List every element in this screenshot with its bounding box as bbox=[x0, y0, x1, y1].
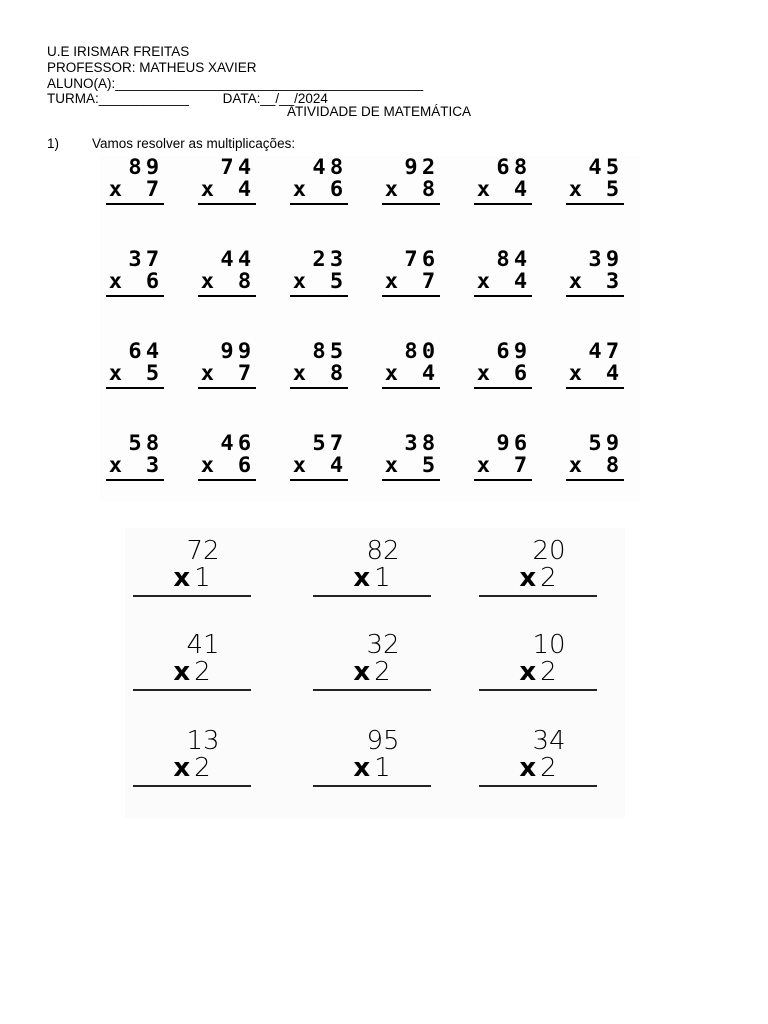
answer-line bbox=[382, 295, 440, 297]
multiplicand: 47 bbox=[588, 339, 624, 363]
multiplicand: 44 bbox=[220, 247, 256, 271]
multiplicand: 76 bbox=[404, 247, 440, 271]
problem-card bbox=[382, 432, 440, 481]
times-sign: x bbox=[519, 657, 537, 687]
multiplier-row bbox=[105, 362, 166, 384]
problem-card bbox=[479, 538, 597, 597]
multiplicand: 84 bbox=[496, 247, 532, 271]
answer-line bbox=[382, 479, 440, 481]
times-sign: x bbox=[108, 361, 127, 385]
answer-line bbox=[133, 689, 251, 691]
multiplicand: 96 bbox=[496, 431, 532, 455]
multiplier-row bbox=[473, 178, 534, 200]
multiplier-row bbox=[313, 754, 431, 782]
times-sign: x bbox=[384, 453, 403, 477]
problem-card bbox=[133, 728, 251, 787]
multiplier: 2 bbox=[374, 657, 391, 687]
problem-card bbox=[566, 248, 624, 297]
multiplicand: 92 bbox=[404, 155, 440, 179]
multiplier-row bbox=[313, 564, 431, 592]
answer-line bbox=[290, 203, 348, 205]
times-sign: x bbox=[476, 361, 495, 385]
multiplier: 4 bbox=[513, 269, 532, 293]
times-sign: x bbox=[108, 269, 127, 293]
times-sign: x bbox=[384, 361, 403, 385]
multiplicand: 68 bbox=[496, 155, 532, 179]
answer-line bbox=[290, 479, 348, 481]
answer-line bbox=[198, 387, 256, 389]
multiplier-row bbox=[289, 178, 350, 200]
problem-card bbox=[382, 340, 440, 389]
multiplicand: 10 bbox=[532, 630, 566, 660]
answer-line bbox=[313, 785, 431, 787]
problem-card bbox=[133, 632, 251, 691]
multiplicand: 48 bbox=[312, 155, 348, 179]
multiplier: 8 bbox=[237, 269, 256, 293]
multiplier: 6 bbox=[329, 177, 348, 201]
times-sign: x bbox=[292, 361, 311, 385]
problem-card bbox=[106, 340, 164, 389]
multiplier-row bbox=[565, 454, 626, 476]
problem-card bbox=[566, 156, 624, 205]
answer-line bbox=[382, 387, 440, 389]
answer-line bbox=[198, 479, 256, 481]
multiplicand: 89 bbox=[128, 155, 164, 179]
answer-line bbox=[133, 595, 251, 597]
problem-card bbox=[313, 538, 431, 597]
multiplicand: 38 bbox=[404, 431, 440, 455]
multiplier-row bbox=[105, 454, 166, 476]
multiplier: 4 bbox=[329, 453, 348, 477]
multiplicand: 23 bbox=[312, 247, 348, 271]
times-sign: x bbox=[568, 177, 587, 201]
student-field: ALUNO(A):_________________________________________ bbox=[47, 76, 424, 91]
multiplier-row bbox=[105, 178, 166, 200]
multiplier: 1 bbox=[194, 563, 211, 593]
answer-line bbox=[133, 785, 251, 787]
multiplier: 2 bbox=[194, 657, 211, 687]
answer-line bbox=[566, 479, 624, 481]
times-sign: x bbox=[353, 657, 371, 687]
class-date-field: TURMA:____________ DATA:__/__/2024 bbox=[47, 91, 328, 106]
multiplier: 7 bbox=[145, 177, 164, 201]
problem-card bbox=[290, 156, 348, 205]
multiplier-row bbox=[381, 270, 442, 292]
times-sign: x bbox=[476, 269, 495, 293]
multiplicand: 46 bbox=[220, 431, 256, 455]
answer-line bbox=[474, 203, 532, 205]
multiplier-row bbox=[289, 270, 350, 292]
answer-line bbox=[106, 479, 164, 481]
problem-card bbox=[313, 632, 431, 691]
multiplier-row bbox=[473, 454, 534, 476]
problem-card bbox=[290, 432, 348, 481]
multiplier: 2 bbox=[540, 753, 557, 783]
multiplier-row bbox=[313, 658, 431, 686]
problem-card bbox=[474, 156, 532, 205]
multiplier: 5 bbox=[329, 269, 348, 293]
problem-card bbox=[313, 728, 431, 787]
multiplier-row bbox=[479, 754, 597, 782]
problem-card bbox=[198, 156, 256, 205]
multiplier-row bbox=[133, 658, 251, 686]
times-sign: x bbox=[292, 177, 311, 201]
problem-card bbox=[106, 248, 164, 297]
answer-line bbox=[474, 387, 532, 389]
problem-card bbox=[566, 432, 624, 481]
answer-line bbox=[313, 595, 431, 597]
multiplier-row bbox=[381, 454, 442, 476]
multiplier: 7 bbox=[421, 269, 440, 293]
problem-card bbox=[479, 728, 597, 787]
multiplier-row bbox=[381, 178, 442, 200]
multiplier-row bbox=[289, 454, 350, 476]
problem-card bbox=[382, 248, 440, 297]
times-sign: x bbox=[568, 269, 587, 293]
multiplier-row bbox=[197, 178, 258, 200]
times-sign: x bbox=[200, 361, 219, 385]
times-sign: x bbox=[173, 563, 191, 593]
problem-card bbox=[198, 248, 256, 297]
multiplier-row bbox=[473, 270, 534, 292]
multiplier: 8 bbox=[421, 177, 440, 201]
answer-line bbox=[290, 387, 348, 389]
multiplier: 4 bbox=[605, 361, 624, 385]
answer-line bbox=[566, 203, 624, 205]
multiplier: 7 bbox=[513, 453, 532, 477]
answer-line bbox=[198, 203, 256, 205]
problem-card bbox=[566, 340, 624, 389]
times-sign: x bbox=[173, 657, 191, 687]
multiplier-row bbox=[479, 564, 597, 592]
multiplier: 2 bbox=[194, 753, 211, 783]
multiplier: 8 bbox=[605, 453, 624, 477]
multiplier: 1 bbox=[374, 753, 391, 783]
multiplier: 2 bbox=[540, 563, 557, 593]
answer-line bbox=[382, 203, 440, 205]
answer-line bbox=[566, 387, 624, 389]
times-sign: x bbox=[108, 453, 127, 477]
problem-card bbox=[382, 156, 440, 205]
multiplier-row bbox=[381, 362, 442, 384]
answer-line bbox=[479, 595, 597, 597]
multiplier: 4 bbox=[513, 177, 532, 201]
multiplier-row bbox=[133, 754, 251, 782]
question-text: Vamos resolver as multiplicações: bbox=[92, 136, 296, 151]
multiplication-grid-2 bbox=[125, 528, 625, 818]
multiplier-row bbox=[105, 270, 166, 292]
multiplicand: 37 bbox=[128, 247, 164, 271]
multiplier: 8 bbox=[329, 361, 348, 385]
multiplier: 7 bbox=[237, 361, 256, 385]
times-sign: x bbox=[568, 361, 587, 385]
multiplier: 6 bbox=[513, 361, 532, 385]
problem-card bbox=[198, 340, 256, 389]
multiplicand: 58 bbox=[128, 431, 164, 455]
times-sign: x bbox=[568, 453, 587, 477]
answer-line bbox=[474, 479, 532, 481]
answer-line bbox=[479, 785, 597, 787]
answer-line bbox=[198, 295, 256, 297]
multiplier: 5 bbox=[421, 453, 440, 477]
problem-card bbox=[106, 432, 164, 481]
answer-line bbox=[106, 203, 164, 205]
answer-line bbox=[313, 689, 431, 691]
multiplier: 4 bbox=[237, 177, 256, 201]
multiplier: 5 bbox=[145, 361, 164, 385]
multiplier: 1 bbox=[374, 563, 391, 593]
multiplicand: 57 bbox=[312, 431, 348, 455]
problem-card bbox=[133, 538, 251, 597]
times-sign: x bbox=[292, 269, 311, 293]
multiplier-row bbox=[197, 362, 258, 384]
times-sign: x bbox=[384, 177, 403, 201]
times-sign: x bbox=[519, 563, 537, 593]
multiplicand: 85 bbox=[312, 339, 348, 363]
times-sign: x bbox=[353, 753, 371, 783]
times-sign: x bbox=[476, 453, 495, 477]
multiplier: 4 bbox=[421, 361, 440, 385]
multiplicand: 95 bbox=[366, 726, 400, 756]
question-number: 1) bbox=[47, 136, 60, 151]
multiplicand: 34 bbox=[532, 726, 566, 756]
multiplier: 3 bbox=[145, 453, 164, 477]
multiplier: 3 bbox=[605, 269, 624, 293]
multiplier-row bbox=[565, 178, 626, 200]
document-title: ATIVIDADE DE MATEMÁTICA bbox=[287, 104, 472, 119]
multiplicand: 39 bbox=[588, 247, 624, 271]
multiplicand: 45 bbox=[588, 155, 624, 179]
answer-line bbox=[290, 295, 348, 297]
problem-card bbox=[290, 340, 348, 389]
multiplier-row bbox=[565, 362, 626, 384]
multiplicand: 41 bbox=[186, 630, 220, 660]
teacher-name: PROFESSOR: MATHEUS XAVIER bbox=[47, 60, 257, 75]
times-sign: x bbox=[476, 177, 495, 201]
problem-card bbox=[198, 432, 256, 481]
problem-card bbox=[474, 248, 532, 297]
multiplicand: 13 bbox=[186, 726, 220, 756]
multiplier-row bbox=[133, 564, 251, 592]
multiplier: 6 bbox=[145, 269, 164, 293]
multiplicand: 64 bbox=[128, 339, 164, 363]
multiplicand: 59 bbox=[588, 431, 624, 455]
multiplicand: 80 bbox=[404, 339, 440, 363]
problem-card bbox=[290, 248, 348, 297]
times-sign: x bbox=[108, 177, 127, 201]
answer-line bbox=[566, 295, 624, 297]
times-sign: x bbox=[353, 563, 371, 593]
problem-card bbox=[479, 632, 597, 691]
answer-line bbox=[106, 295, 164, 297]
multiplier-row bbox=[197, 270, 258, 292]
multiplicand: 32 bbox=[366, 630, 400, 660]
times-sign: x bbox=[384, 269, 403, 293]
multiplicand: 74 bbox=[220, 155, 256, 179]
times-sign: x bbox=[200, 269, 219, 293]
multiplier-row bbox=[289, 362, 350, 384]
multiplier-row bbox=[565, 270, 626, 292]
multiplier: 6 bbox=[237, 453, 256, 477]
problem-card bbox=[474, 432, 532, 481]
multiplier: 5 bbox=[605, 177, 624, 201]
multiplier-row bbox=[197, 454, 258, 476]
answer-line bbox=[479, 689, 597, 691]
answer-line bbox=[106, 387, 164, 389]
multiplier: 2 bbox=[540, 657, 557, 687]
times-sign: x bbox=[519, 753, 537, 783]
answer-line bbox=[474, 295, 532, 297]
multiplier-row bbox=[479, 658, 597, 686]
times-sign: x bbox=[173, 753, 191, 783]
multiplication-grid-1 bbox=[100, 156, 640, 501]
problem-card bbox=[474, 340, 532, 389]
multiplicand: 82 bbox=[366, 536, 400, 566]
times-sign: x bbox=[200, 177, 219, 201]
times-sign: x bbox=[292, 453, 311, 477]
problem-card bbox=[106, 156, 164, 205]
times-sign: x bbox=[200, 453, 219, 477]
multiplicand: 99 bbox=[220, 339, 256, 363]
multiplicand: 20 bbox=[532, 536, 566, 566]
multiplicand: 69 bbox=[496, 339, 532, 363]
multiplier-row bbox=[473, 362, 534, 384]
school-name: U.E IRISMAR FREITAS bbox=[47, 44, 190, 59]
multiplicand: 72 bbox=[186, 536, 220, 566]
